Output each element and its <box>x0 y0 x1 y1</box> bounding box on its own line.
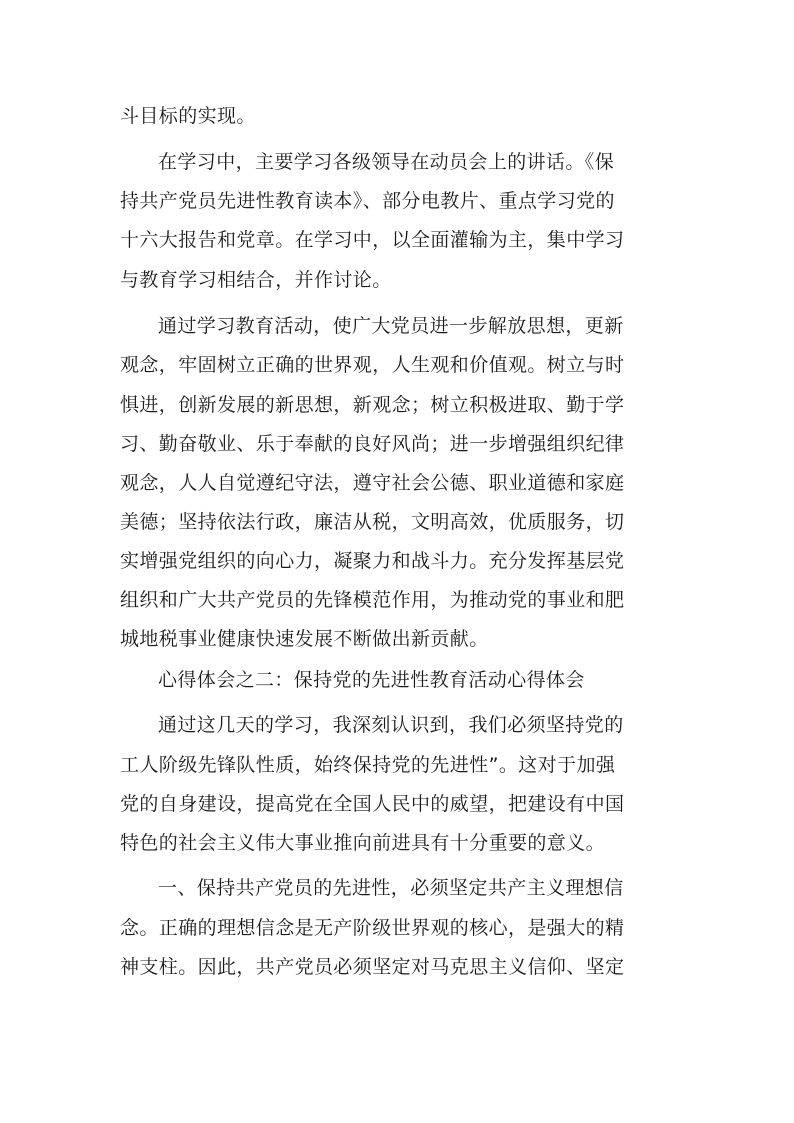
text-line: 特色的社会主义伟大事业推向前进具有十分重要的意义。 <box>120 832 606 854</box>
text-line: 观念，人人自觉遵纪守法，遵守社会公德、职业道德和家庭 <box>120 472 625 494</box>
text-line: 与教育学习相结合，并作讨论。 <box>120 269 392 291</box>
text-line: 工人阶级先锋队性质，始终保持党的先进性”。这对于加强 <box>120 754 616 776</box>
text-line: 惧进，创新发展的新思想，新观念；树立积极进取、勤于学 <box>120 394 625 416</box>
text-line: 念。正确的理想信念是无产阶级世界观的核心，是强大的精 <box>120 917 625 939</box>
text-line: 通过学习教育活动，使广大党员进一步解放思想，更新 <box>158 315 624 337</box>
text-line: 十六大报告和党章。在学习中，以全面灌输为主，集中学习 <box>120 229 625 251</box>
text-line: 通过这几天的学习，我深刻认识到，我们必须坚持党的 <box>158 714 624 736</box>
text-line: 组织和广大共产党员的先锋模范作用，为推动党的事业和肥 <box>120 589 625 611</box>
text-line: 党的自身建设，提高党在全国人民中的威望，把建设有中国 <box>120 793 625 815</box>
text-line: 观念，牢固树立正确的世界观，人生观和价值观。树立与时 <box>120 354 625 376</box>
text-line: 在学习中，主要学习各级领导在动员会上的讲话。《保 <box>158 151 615 173</box>
text-line: 实增强党组织的向心力，凝聚力和战斗力。充分发挥基层党 <box>120 550 625 572</box>
text-line: 习、勤奋敬业、乐于奉献的良好风尚；进一步增强组织纪律 <box>120 433 625 455</box>
text-line: 美德；坚持依法行政，廉洁从税，文明高效，优质服务，切 <box>120 511 625 533</box>
text-line: 一、保持共产党员的先进性，必须坚定共产主义理想信 <box>158 877 624 899</box>
text-line: 持共产党员先进性教育读本》、部分电教片、重点学习党的 <box>120 190 615 212</box>
text-line: 神支柱。因此，共产党员必须坚定对马克思主义信仰、坚定 <box>120 956 625 978</box>
text-line: 斗目标的实现。 <box>120 105 256 127</box>
text-line: 城地税事业健康快速发展不断做出新贡献。 <box>120 628 489 650</box>
section-heading: 心得体会之二：保持党的先进性教育活动心得体会 <box>158 669 585 691</box>
